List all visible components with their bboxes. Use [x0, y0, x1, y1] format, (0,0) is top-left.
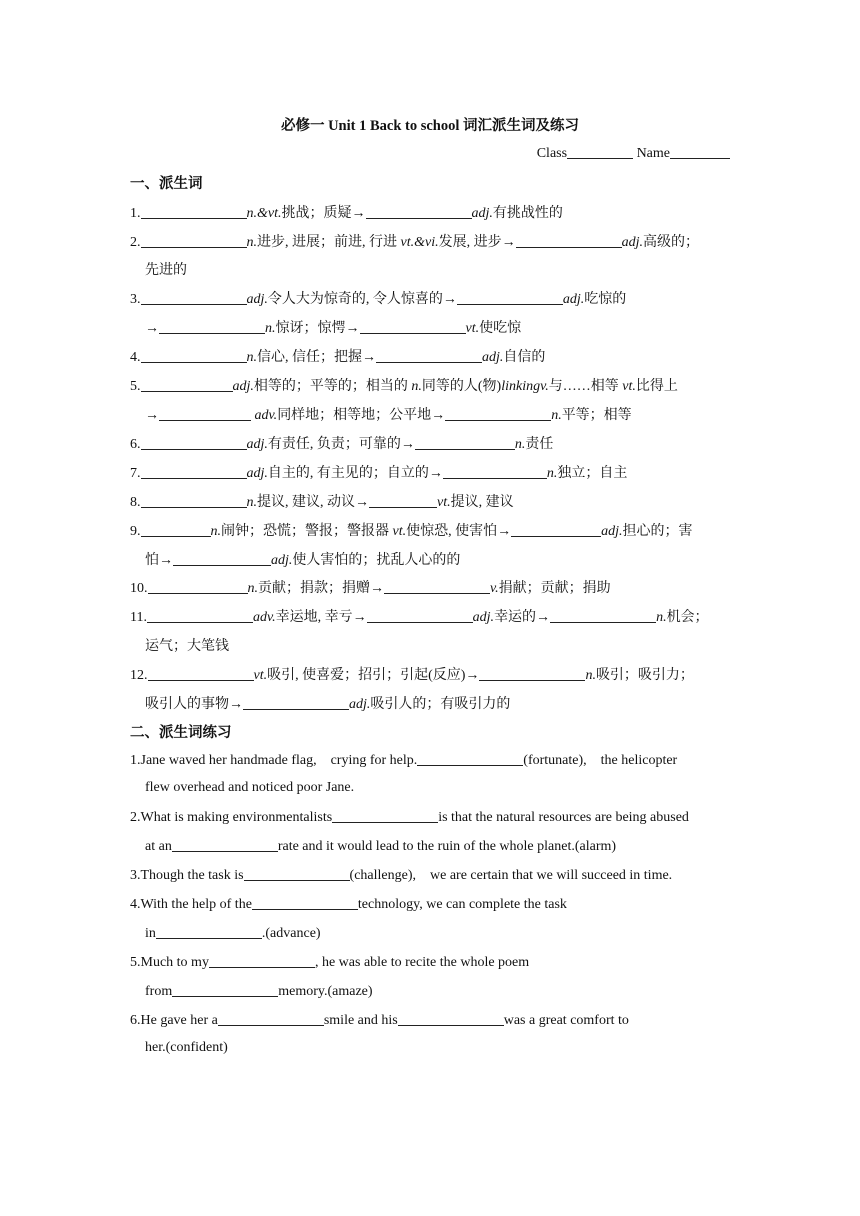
- vocab-item-10: [130, 577, 611, 597]
- exercise-text: in: [145, 926, 156, 941]
- definition-text: 有挑战性的: [492, 206, 563, 221]
- part-of-speech: adj.: [482, 350, 504, 365]
- definition-text: 自主的, 有主见的；自立的→: [267, 466, 443, 481]
- answer-blank[interactable]: [141, 290, 247, 305]
- answer-blank[interactable]: [141, 204, 247, 219]
- definition-text: 机会；: [666, 610, 709, 625]
- part-of-speech: n.: [265, 321, 276, 336]
- vocab-item-12-continued: [145, 693, 510, 713]
- part-of-speech: vt.&vi.: [400, 235, 439, 250]
- definition-text: 同样地；相等地；公平地→: [277, 408, 446, 423]
- answer-blank[interactable]: [209, 953, 315, 968]
- item-number: 10.: [130, 581, 148, 596]
- answer-blank[interactable]: [417, 751, 523, 766]
- exercise-text: .(advance): [261, 926, 321, 941]
- exercise-text: from: [145, 984, 173, 999]
- part-of-speech: vt.: [253, 668, 268, 683]
- exercise-text: 3.Though the task is: [130, 868, 244, 883]
- part-of-speech: n.: [514, 437, 526, 452]
- answer-blank[interactable]: [511, 522, 601, 537]
- exercise-text: (fortunate), the helicopter: [523, 753, 678, 768]
- exercise-text: at an: [145, 839, 172, 854]
- answer-blank[interactable]: [376, 348, 482, 363]
- answer-blank[interactable]: [141, 464, 247, 479]
- answer-blank[interactable]: [173, 551, 271, 566]
- part-of-speech: n.: [551, 408, 562, 423]
- definition-text: 提议, 建议: [450, 495, 514, 510]
- exercise-text: , he was able to recite the whole poem: [314, 955, 530, 970]
- part-of-speech: vt.: [437, 495, 451, 510]
- answer-blank[interactable]: [445, 406, 551, 421]
- exercise-5-continued: [145, 982, 373, 1000]
- page-title: 必修一 Unit 1 Back to school 词汇派生词及练习: [280, 118, 580, 134]
- definition-text: 责任: [525, 437, 554, 452]
- vocab-item-4: [130, 346, 545, 366]
- exercise-text: 1.Jane waved her handmade flag, crying for help.: [130, 753, 418, 768]
- item-number: 4.: [130, 350, 141, 365]
- exercise-6: [130, 1011, 629, 1029]
- definition-text: 吸引人的；有吸引力的: [370, 697, 511, 712]
- part-of-speech: n.: [210, 524, 221, 539]
- definition-text: 使人害怕的；扰乱人心的的: [292, 553, 461, 568]
- answer-blank[interactable]: [172, 982, 278, 997]
- answer-blank[interactable]: [360, 319, 466, 334]
- answer-blank[interactable]: [172, 837, 278, 852]
- vocab-item-7: [130, 462, 627, 482]
- definition-text: 贡献；捐款；捐赠→: [258, 581, 384, 596]
- answer-blank[interactable]: [443, 464, 547, 479]
- arrow-symbol: →: [145, 321, 159, 336]
- definition-text: 独立；自主: [557, 466, 628, 481]
- class-name-line: [300, 144, 730, 162]
- definition-text: 吸引；吸引力；: [595, 668, 694, 683]
- definition-text: 比得上: [635, 379, 678, 394]
- exercise-4-continued: [145, 924, 321, 942]
- exercise-text: rate and it would lead to the ruin of the whole planet.(alarm): [277, 839, 617, 854]
- vocab-item-9: [130, 520, 693, 540]
- answer-blank[interactable]: [147, 608, 253, 623]
- exercise-2-continued: [145, 837, 616, 855]
- answer-blank[interactable]: [415, 435, 515, 450]
- answer-blank[interactable]: [398, 1011, 504, 1026]
- definition-text: 发展, 进步→: [438, 235, 516, 250]
- answer-blank[interactable]: [218, 1011, 324, 1026]
- exercise-text: memory.(amaze): [278, 984, 373, 999]
- part-of-speech: n.: [411, 379, 422, 394]
- part-of-speech: adj.: [349, 697, 371, 712]
- part-of-speech: adv.: [252, 610, 276, 625]
- vocab-item-12: [130, 664, 694, 684]
- part-of-speech: v.: [490, 581, 499, 596]
- item-number: 8.: [130, 495, 141, 510]
- part-of-speech: adj.: [471, 206, 493, 221]
- exercise-text: 6.He gave her a: [130, 1013, 218, 1028]
- vocab-item-11-continued: 运气；大笔钱: [145, 639, 229, 654]
- vocab-item-8: [130, 491, 514, 511]
- item-number: 12.: [130, 668, 148, 683]
- part-of-speech: n.: [656, 610, 667, 625]
- part-of-speech: adj.: [271, 553, 293, 568]
- answer-blank[interactable]: [332, 808, 438, 823]
- vocab-item-3: [130, 288, 626, 308]
- item-number: 9.: [130, 524, 141, 539]
- vocab-item-5: [130, 375, 678, 395]
- exercise-text: 2.What is making environmentalists: [130, 810, 333, 825]
- definition-text: 与……相等: [548, 379, 623, 394]
- definition-text: 挑战；质疑→: [281, 206, 366, 221]
- answer-blank[interactable]: [457, 290, 563, 305]
- answer-blank[interactable]: [159, 406, 251, 421]
- definition-text: 信心, 信任；把握→: [257, 350, 376, 365]
- definition-text: 闹钟；恐慌；警报；警报器: [221, 524, 393, 539]
- definition-text: 怕→: [145, 553, 173, 568]
- exercise-text: (challenge), we are certain that we will succeed in time.: [349, 868, 673, 883]
- definition-text: 提议, 建议, 动议→: [257, 495, 369, 510]
- definition-text: 令人大为惊奇的, 令人惊喜的→: [267, 292, 457, 307]
- exercise-4: [130, 895, 567, 913]
- exercise-1-continued: flew overhead and noticed poor Jane.: [145, 780, 355, 795]
- exercise-text: 4.With the help of the: [130, 897, 252, 912]
- definition-text: 幸运的→: [494, 610, 551, 625]
- answer-blank[interactable]: [141, 435, 247, 450]
- exercise-2: [130, 808, 689, 826]
- definition-text: 同等的人(物): [421, 379, 502, 394]
- part-of-speech: n.: [546, 466, 558, 481]
- item-number: 2.: [130, 235, 141, 250]
- definition-text: 自信的: [503, 350, 546, 365]
- arrow-symbol: →: [145, 408, 159, 423]
- vocab-item-1: [130, 202, 563, 222]
- answer-blank[interactable]: [148, 579, 248, 594]
- vocab-item-2: [130, 231, 699, 251]
- definition-text: 平等；相等: [561, 408, 632, 423]
- exercise-6-continued: her.(confident): [145, 1040, 228, 1055]
- vocab-item-11: [130, 606, 709, 626]
- answer-blank[interactable]: [252, 895, 358, 910]
- definition-text: 使惊恐, 使害怕→: [406, 524, 512, 539]
- part-of-speech: adj.: [472, 610, 495, 625]
- item-number: 3.: [130, 292, 141, 307]
- answer-blank[interactable]: [479, 666, 585, 681]
- answer-blank[interactable]: [384, 579, 490, 594]
- exercise-text: technology, we can complete the task: [357, 897, 567, 912]
- part-of-speech: n.: [246, 235, 257, 250]
- definition-text: 吃惊的: [584, 292, 627, 307]
- class-blank[interactable]: [567, 144, 633, 159]
- vocab-item-5-continued: [145, 404, 632, 424]
- class-label: Class: [536, 146, 568, 161]
- answer-blank[interactable]: [141, 493, 247, 508]
- answer-blank[interactable]: [366, 204, 472, 219]
- definition-text: 惊讶；惊愕→: [275, 321, 360, 336]
- definition-text: 捐献；贡献；捐助: [498, 581, 611, 596]
- section-heading-derivatives: 一、派生词: [130, 176, 203, 192]
- part-of-speech: linkingv.: [501, 379, 549, 394]
- name-blank[interactable]: [670, 144, 730, 159]
- part-of-speech: vt.: [622, 379, 636, 394]
- answer-blank[interactable]: [141, 522, 211, 537]
- definition-text: 进步, 进展；前进, 行进: [257, 235, 401, 250]
- vocab-item-9-continued: [145, 549, 460, 569]
- part-of-speech: vt.: [392, 524, 407, 539]
- section-heading-exercises: 二、派生词练习: [130, 725, 232, 741]
- answer-blank[interactable]: [243, 695, 349, 710]
- part-of-speech: adj.: [601, 524, 623, 539]
- part-of-speech: adv.: [254, 408, 278, 423]
- item-number: 7.: [130, 466, 141, 481]
- definition-text: 使吃惊: [479, 321, 522, 336]
- answer-blank[interactable]: [550, 608, 656, 623]
- answer-blank[interactable]: [367, 608, 473, 623]
- vocab-item-3-continued: [145, 317, 521, 337]
- definition-text: 吸引, 使喜爱；招引；引起(反应)→: [267, 668, 480, 683]
- part-of-speech: n.&vt.: [246, 206, 282, 221]
- name-label: Name: [636, 146, 670, 161]
- item-number: 1.: [130, 206, 141, 221]
- answer-blank[interactable]: [159, 319, 265, 334]
- exercise-text: is that the natural resources are being abused: [438, 810, 689, 825]
- answer-blank[interactable]: [516, 233, 622, 248]
- exercise-1: [130, 751, 677, 769]
- part-of-speech: vt.: [465, 321, 480, 336]
- answer-blank[interactable]: [141, 348, 247, 363]
- exercise-3: [130, 866, 672, 884]
- part-of-speech: adj.: [232, 379, 254, 394]
- answer-blank[interactable]: [141, 377, 233, 392]
- item-number: 5.: [130, 379, 141, 394]
- definition-text: 高级的；: [643, 235, 699, 250]
- part-of-speech: adj.: [246, 437, 268, 452]
- vocab-item-6: [130, 433, 553, 453]
- part-of-speech: n.: [585, 668, 596, 683]
- part-of-speech: adj.: [246, 292, 268, 307]
- item-number: 11.: [130, 610, 147, 625]
- answer-blank[interactable]: [244, 866, 350, 881]
- definition-text: 担心的；害: [622, 524, 693, 539]
- definition-text: 有责任, 负责；可靠的→: [267, 437, 415, 452]
- answer-blank[interactable]: [148, 666, 254, 681]
- answer-blank[interactable]: [369, 493, 437, 508]
- part-of-speech: adj.: [621, 235, 643, 250]
- part-of-speech: adj.: [562, 292, 585, 307]
- item-number: 6.: [130, 437, 141, 452]
- vocab-item-2-continued: 先进的: [145, 263, 187, 278]
- definition-text: 相等的；平等的；相当的: [253, 379, 412, 394]
- part-of-speech: n.: [247, 581, 258, 596]
- exercise-text: 5.Much to my: [130, 955, 209, 970]
- exercise-text: was a great comfort to: [503, 1013, 629, 1028]
- exercise-5: [130, 953, 529, 971]
- part-of-speech: n.: [246, 495, 257, 510]
- definition-text: 吸引人的事物→: [145, 697, 243, 712]
- exercise-text: smile and his: [323, 1013, 398, 1028]
- definition-text: 幸运地, 幸亏→: [275, 610, 367, 625]
- answer-blank[interactable]: [156, 924, 262, 939]
- answer-blank[interactable]: [141, 233, 247, 248]
- part-of-speech: adj.: [246, 466, 268, 481]
- part-of-speech: n.: [246, 350, 257, 365]
